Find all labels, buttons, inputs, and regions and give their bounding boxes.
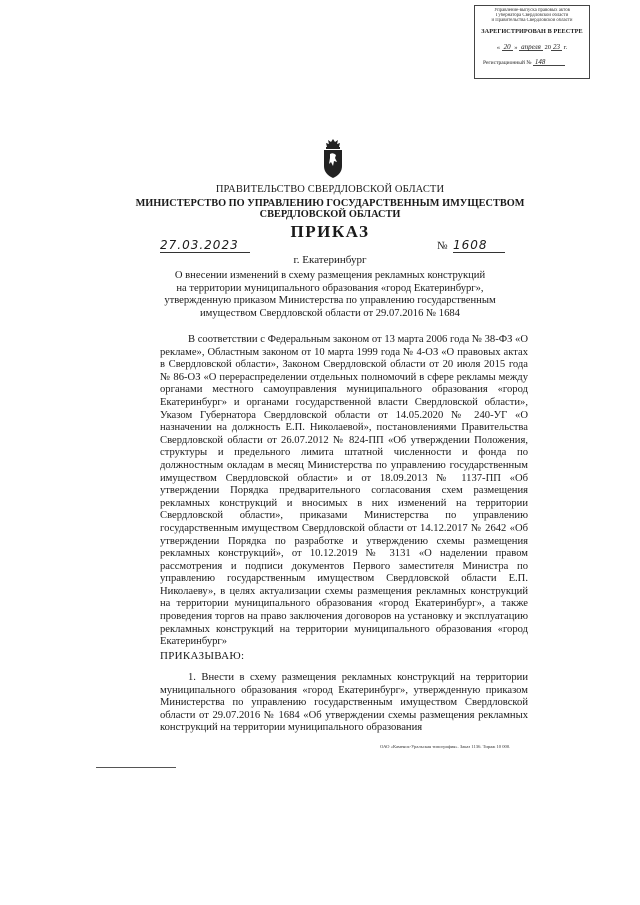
printer-note: ОАО «Каменск-Уральская типография». Заказ 1136. Тираж 10 000.: [380, 744, 511, 749]
stamp-year-prefix: 20: [544, 44, 552, 51]
government-name: ПРАВИТЕЛЬСТВО СВЕРДЛОВСКОЙ ОБЛАСТИ: [215, 184, 445, 195]
stamp-day: 20: [503, 43, 511, 51]
stamp-header-line: и Правительства Свердловской области: [491, 18, 573, 23]
order-title: [130, 270, 530, 320]
ministry-name-line: МИНИСТЕРСТВО ПО УПРАВЛЕНИЮ ГОСУДАРСТВЕННЫМ ИМУЩЕСТВОМ: [135, 198, 525, 209]
stamp-number-sign: №: [526, 60, 532, 66]
document-type: ПРИКАЗ: [290, 222, 370, 241]
order-number: 1608: [453, 238, 505, 253]
stamp-quote-close: »: [514, 44, 518, 51]
stamp-date-row: [475, 44, 589, 51]
stamp-number-row: [475, 59, 589, 66]
title-line: имуществом Свердловской области от 29.07.2016 № 1684: [200, 307, 460, 319]
title-line: на территории муниципального образования «город Екатеринбург»,: [176, 282, 484, 294]
stamp-registered-label: ЗАРЕГИСТРИРОВАН В РЕЕСТРЕ: [481, 28, 583, 35]
stamp-number-label: Регистрационный: [483, 60, 525, 66]
stamp-year: 23: [553, 43, 561, 51]
order-directive: ПРИКАЗЫВАЮ:: [160, 650, 245, 662]
stamp-month: апреля: [521, 43, 541, 51]
order-date: 27.03.2023: [160, 238, 250, 253]
ministry-name-line: СВЕРДЛОВСКОЙ ОБЛАСТИ: [259, 209, 401, 220]
registry-stamp: [474, 5, 590, 79]
city: г. Екатеринбург: [293, 254, 367, 266]
title-line: О внесении изменений в схему размещения рекламных конструкций: [174, 270, 486, 281]
preamble-paragraph: В соответствии с Федеральным законом от 13 марта 2006 года № 38-ФЗ «О рекламе», Областным законом от 10 марта 1999 года № 4-ОЗ «О правовых актах в Свердловской области», Законом Свердловской области от 20 июля 2015 года № 86-ОЗ «О перераспределении отдельных полномочий в сфере рекламы между органами местного самоуправления муниципального образования «город Екатеринбург» и органами государственной власти Свердловской области», Указом Губернатора Свердловской области от 14.05.2020 № 240-УГ «О назначении на должность Е.П. Николаевой», постановлениями Правительства Свердловской области от 26.07.2012 № 824-ПП «Об утверждении Положения, структуры и предельного лимита штатной численности и фонда по должностным окладам в месяц Министерства по управлению государственным имуществом Свердловской области» и от 18.09.2013 № 1137-ПП «Об утверждении Порядка предварительного согласования схем размещения рекламных конструкций и вносимых в них изменений на территории Свердловской области», приказами Министерства по управлению государственным имуществом Свердловской области от 14.12.2017 № 2642 «Об утверждении Порядка по разработке и утверждению схемы размещения рекламных конструкций», от 10.12.2019 № 3131 «О наделении правом рассмотрения и подписи документов Первого заместителя Министра по управлению государственным имуществом Свердловской области Е.П. Николаеву», в целях актуализации схемы размещения рекламных конструкций на территории муниципального образования «город Екатеринбург», а также проведения торгов на право заключения договоров на установку и эксплуатацию рекламных конструкций на территории муниципального образования «город Екатеринбург»: [160, 334, 528, 648]
title-line: утвержденную приказом Министерства по управлению государственным: [164, 295, 496, 307]
stamp-header: [479, 8, 585, 23]
coat-of-arms-icon: [321, 138, 345, 180]
order-item-1: 1. Внести в схему размещения рекламных конструкций на территории муниципального образования «город Екатеринбург», утвержденную приказом Министерства по управлению государственным имуществом Свердловской области от 29.07.2016 № 1684 «Об утверждении схемы размещения рекламных конструкций на территории муниципального образования: [160, 672, 528, 734]
order-number-sign: №: [437, 240, 448, 252]
stamp-reg-number: 148: [533, 59, 565, 66]
stamp-year-suffix: г.: [563, 44, 568, 51]
footer-divider: [96, 767, 176, 768]
stamp-header-line: Губернатора Свердловской области: [495, 13, 569, 18]
stamp-header-line: Управление-выпуска правовых актов: [494, 8, 570, 13]
stamp-quote-open: «: [496, 44, 501, 51]
